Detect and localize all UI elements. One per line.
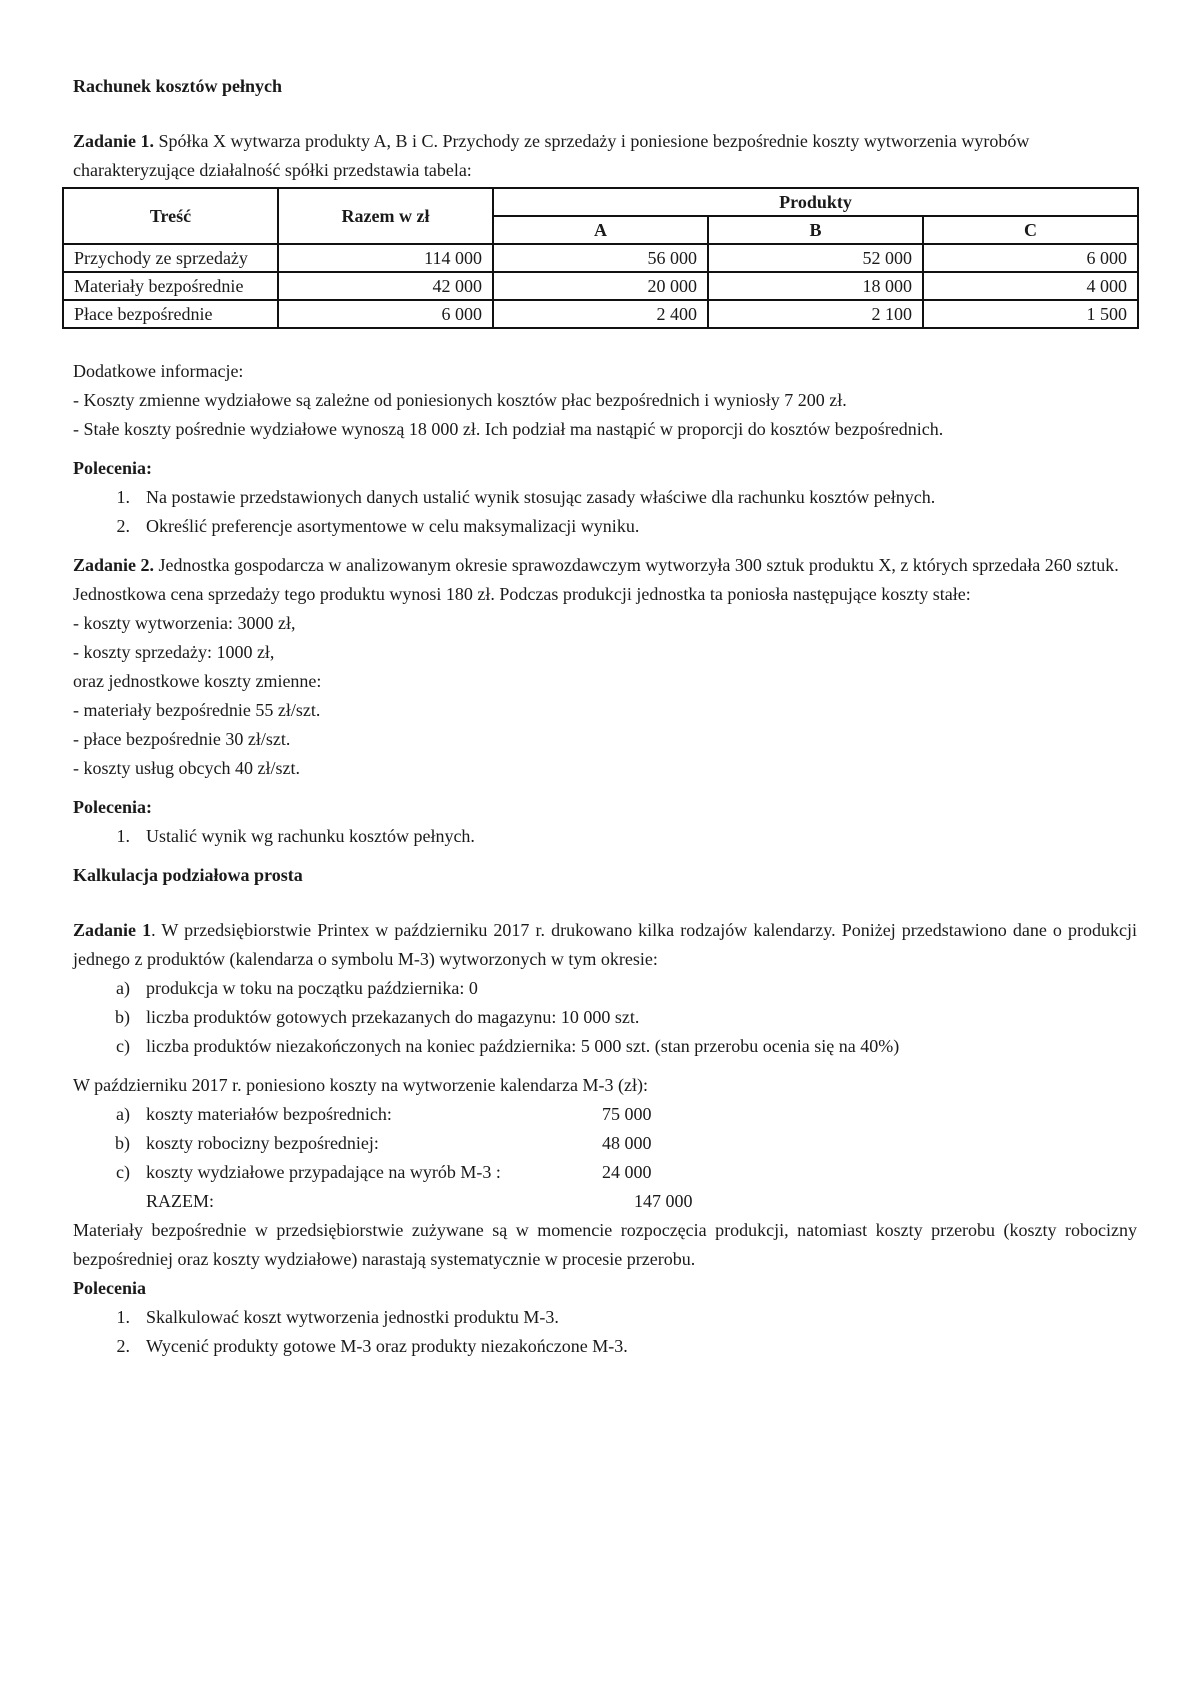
row-label: Płace bezpośrednie xyxy=(63,300,278,328)
list-number: 1. xyxy=(116,1307,130,1327)
cell-razem: 6 000 xyxy=(278,300,493,328)
cell-razem: 114 000 xyxy=(278,244,493,272)
task3-commands-list xyxy=(73,1303,1137,1361)
extra-info-heading: Dodatkowe informacje: xyxy=(73,361,244,381)
cell-b: 18 000 xyxy=(708,272,923,300)
cost-total-row xyxy=(73,1187,1137,1216)
document-content xyxy=(73,72,1137,1361)
list-item xyxy=(73,512,1137,541)
list-item xyxy=(73,974,1137,1003)
total-label: RAZEM: xyxy=(146,1191,215,1211)
task2-label: Zadanie 2. xyxy=(73,555,155,575)
header-produkty: Produkty xyxy=(493,188,1138,216)
task1-intro-text: Spółka X wytwarza produkty A, B i C. Przychody ze sprzedaży i poniesione bezpośrednie koszty wytworzenia wyrobów charakteryzujące działalność spółki przedstawia tabela: xyxy=(73,131,1030,180)
task2-intro-text: Jednostka gospodarcza w analizowanym okresie sprawozdawczym wytworzyła 300 sztuk produktu X, z których sprzedała 260 sztuk. Jednostkowa cena sprzedaży tego produktu wynosi 180 zł. Podczas produkcji jednostka ta poniosła następujące koszty stałe: xyxy=(73,555,1119,604)
list-letter: a) xyxy=(116,978,130,998)
cell-a: 20 000 xyxy=(493,272,708,300)
cost-label: koszty materiałów bezpośrednich: xyxy=(146,1104,392,1124)
cost-label: koszty robocizny bezpośredniej: xyxy=(146,1133,379,1153)
table-row xyxy=(63,272,1138,300)
list-number: 2. xyxy=(116,1336,130,1356)
task3-data-list xyxy=(73,974,1137,1061)
header-razem: Razem w zł xyxy=(278,188,493,244)
task2-intro xyxy=(73,551,1137,609)
row-label: Przychody ze sprzedaży xyxy=(63,244,278,272)
header-tresc: Treść xyxy=(63,188,278,244)
cell-c: 4 000 xyxy=(923,272,1138,300)
task2-line: - materiały bezpośrednie 55 zł/szt. xyxy=(73,700,321,720)
list-text: Określić preferencje asortymentowe w celu maksymalizacji wyniku. xyxy=(146,516,640,536)
header-c: C xyxy=(923,216,1138,244)
table-row xyxy=(63,244,1138,272)
cell-c: 1 500 xyxy=(923,300,1138,328)
list-item xyxy=(73,1003,1137,1032)
list-number: 1. xyxy=(116,826,130,846)
list-item xyxy=(73,483,1137,512)
cell-c: 6 000 xyxy=(923,244,1138,272)
task2-line: - koszty wytworzenia: 3000 zł, xyxy=(73,613,296,633)
list-letter: c) xyxy=(116,1162,130,1182)
list-letter: a) xyxy=(116,1104,130,1124)
list-number: 2. xyxy=(116,516,130,536)
header-b: B xyxy=(708,216,923,244)
list-item xyxy=(73,1332,1137,1361)
list-text: Na postawie przedstawionych danych ustalić wynik stosując zasady właściwe dla rachunku kosztów pełnych. xyxy=(146,487,936,507)
list-letter: b) xyxy=(115,1007,130,1027)
cost-row xyxy=(73,1100,1137,1129)
task1-commands-list xyxy=(73,483,1137,541)
task2-line: - koszty usług obcych 40 zł/szt. xyxy=(73,758,300,778)
cell-razem: 42 000 xyxy=(278,272,493,300)
costs-intro: W październiku 2017 r. poniesiono koszty na wytworzenie kalendarza M-3 (zł): xyxy=(73,1075,648,1095)
list-text: Wycenić produkty gotowe M-3 oraz produkty niezakończone M-3. xyxy=(146,1336,628,1356)
section-title-division-costing: Kalkulacja podziałowa prosta xyxy=(73,865,303,885)
list-item xyxy=(73,1303,1137,1332)
list-item xyxy=(73,1032,1137,1061)
task3-commands-heading xyxy=(73,1274,1137,1303)
task3-intro-text: . W przedsiębiorstwie Printex w październiku 2017 r. drukowano kilka rodzajów kalendarzy. Poniżej przedstawiono dane o produkcji jednego z produktów (kalendarza o symbolu M-3) wytworzonych w tym okresie: xyxy=(73,920,1137,969)
task2-line: - koszty sprzedaży: 1000 zł, xyxy=(73,642,275,662)
cost-row xyxy=(73,1158,1137,1187)
costs-list xyxy=(73,1100,1137,1216)
task2-commands-heading xyxy=(73,793,1137,822)
list-number: 1. xyxy=(116,487,130,507)
row-label: Materiały bezpośrednie xyxy=(63,272,278,300)
list-text: produkcja w toku na początku października: 0 xyxy=(146,978,478,998)
commands-heading-text: Polecenia: xyxy=(73,797,152,817)
task1-label: Zadanie 1. xyxy=(73,131,155,151)
list-text: liczba produktów gotowych przekazanych do magazynu: 10 000 szt. xyxy=(146,1007,640,1027)
cost-value: 48 000 xyxy=(602,1133,652,1153)
list-text: liczba produktów niezakończonych na koniec października: 5 000 szt. (stan przerobu ocenia się na 40%) xyxy=(146,1036,900,1056)
cost-value: 75 000 xyxy=(602,1104,652,1124)
cost-row xyxy=(73,1129,1137,1158)
list-letter: b) xyxy=(115,1133,130,1153)
list-item xyxy=(73,822,1137,851)
list-text: Skalkulować koszt wytworzenia jednostki produktu M-3. xyxy=(146,1307,559,1327)
cell-a: 56 000 xyxy=(493,244,708,272)
commands-heading-text: Polecenia: xyxy=(73,458,152,478)
task2-line: - płace bezpośrednie 30 zł/szt. xyxy=(73,729,291,749)
task3-intro xyxy=(73,916,1137,974)
cost-value: 24 000 xyxy=(602,1162,652,1182)
cell-a: 2 400 xyxy=(493,300,708,328)
cell-b: 2 100 xyxy=(708,300,923,328)
list-text: Ustalić wynik wg rachunku kosztów pełnych. xyxy=(146,826,475,846)
extra-info-line: - Stałe koszty pośrednie wydziałowe wynoszą 18 000 zł. Ich podział ma nastąpić w proporcji do kosztów bezpośrednich. xyxy=(73,419,944,439)
cost-label: koszty wydziałowe przypadające na wyrób M-3 : xyxy=(146,1162,501,1182)
task1-commands-heading xyxy=(73,454,1137,483)
task3-note: Materiały bezpośrednie w przedsiębiorstwie zużywane są w momencie rozpoczęcia produkcji, natomiast koszty przerobu (koszty robocizny bezpośredniej oraz koszty wydziałowe) narastają systematycznie w procesie przerobu. xyxy=(73,1220,1137,1269)
task2-line: oraz jednostkowe koszty zmienne: xyxy=(73,671,322,691)
header-a: A xyxy=(493,216,708,244)
total-value: 147 000 xyxy=(634,1191,693,1211)
section-title-full-costing: Rachunek kosztów pełnych xyxy=(73,76,283,96)
list-letter: c) xyxy=(116,1036,130,1056)
extra-info-line: - Koszty zmienne wydziałowe są zależne od poniesionych kosztów płac bezpośrednich i wyniosły 7 200 zł. xyxy=(73,390,847,410)
commands-heading-text: Polecenia xyxy=(73,1278,146,1298)
cell-b: 52 000 xyxy=(708,244,923,272)
task1-intro xyxy=(73,127,1137,185)
task1-table xyxy=(62,187,1139,329)
table-row xyxy=(63,300,1138,328)
task3-label: Zadanie 1 xyxy=(73,920,152,940)
